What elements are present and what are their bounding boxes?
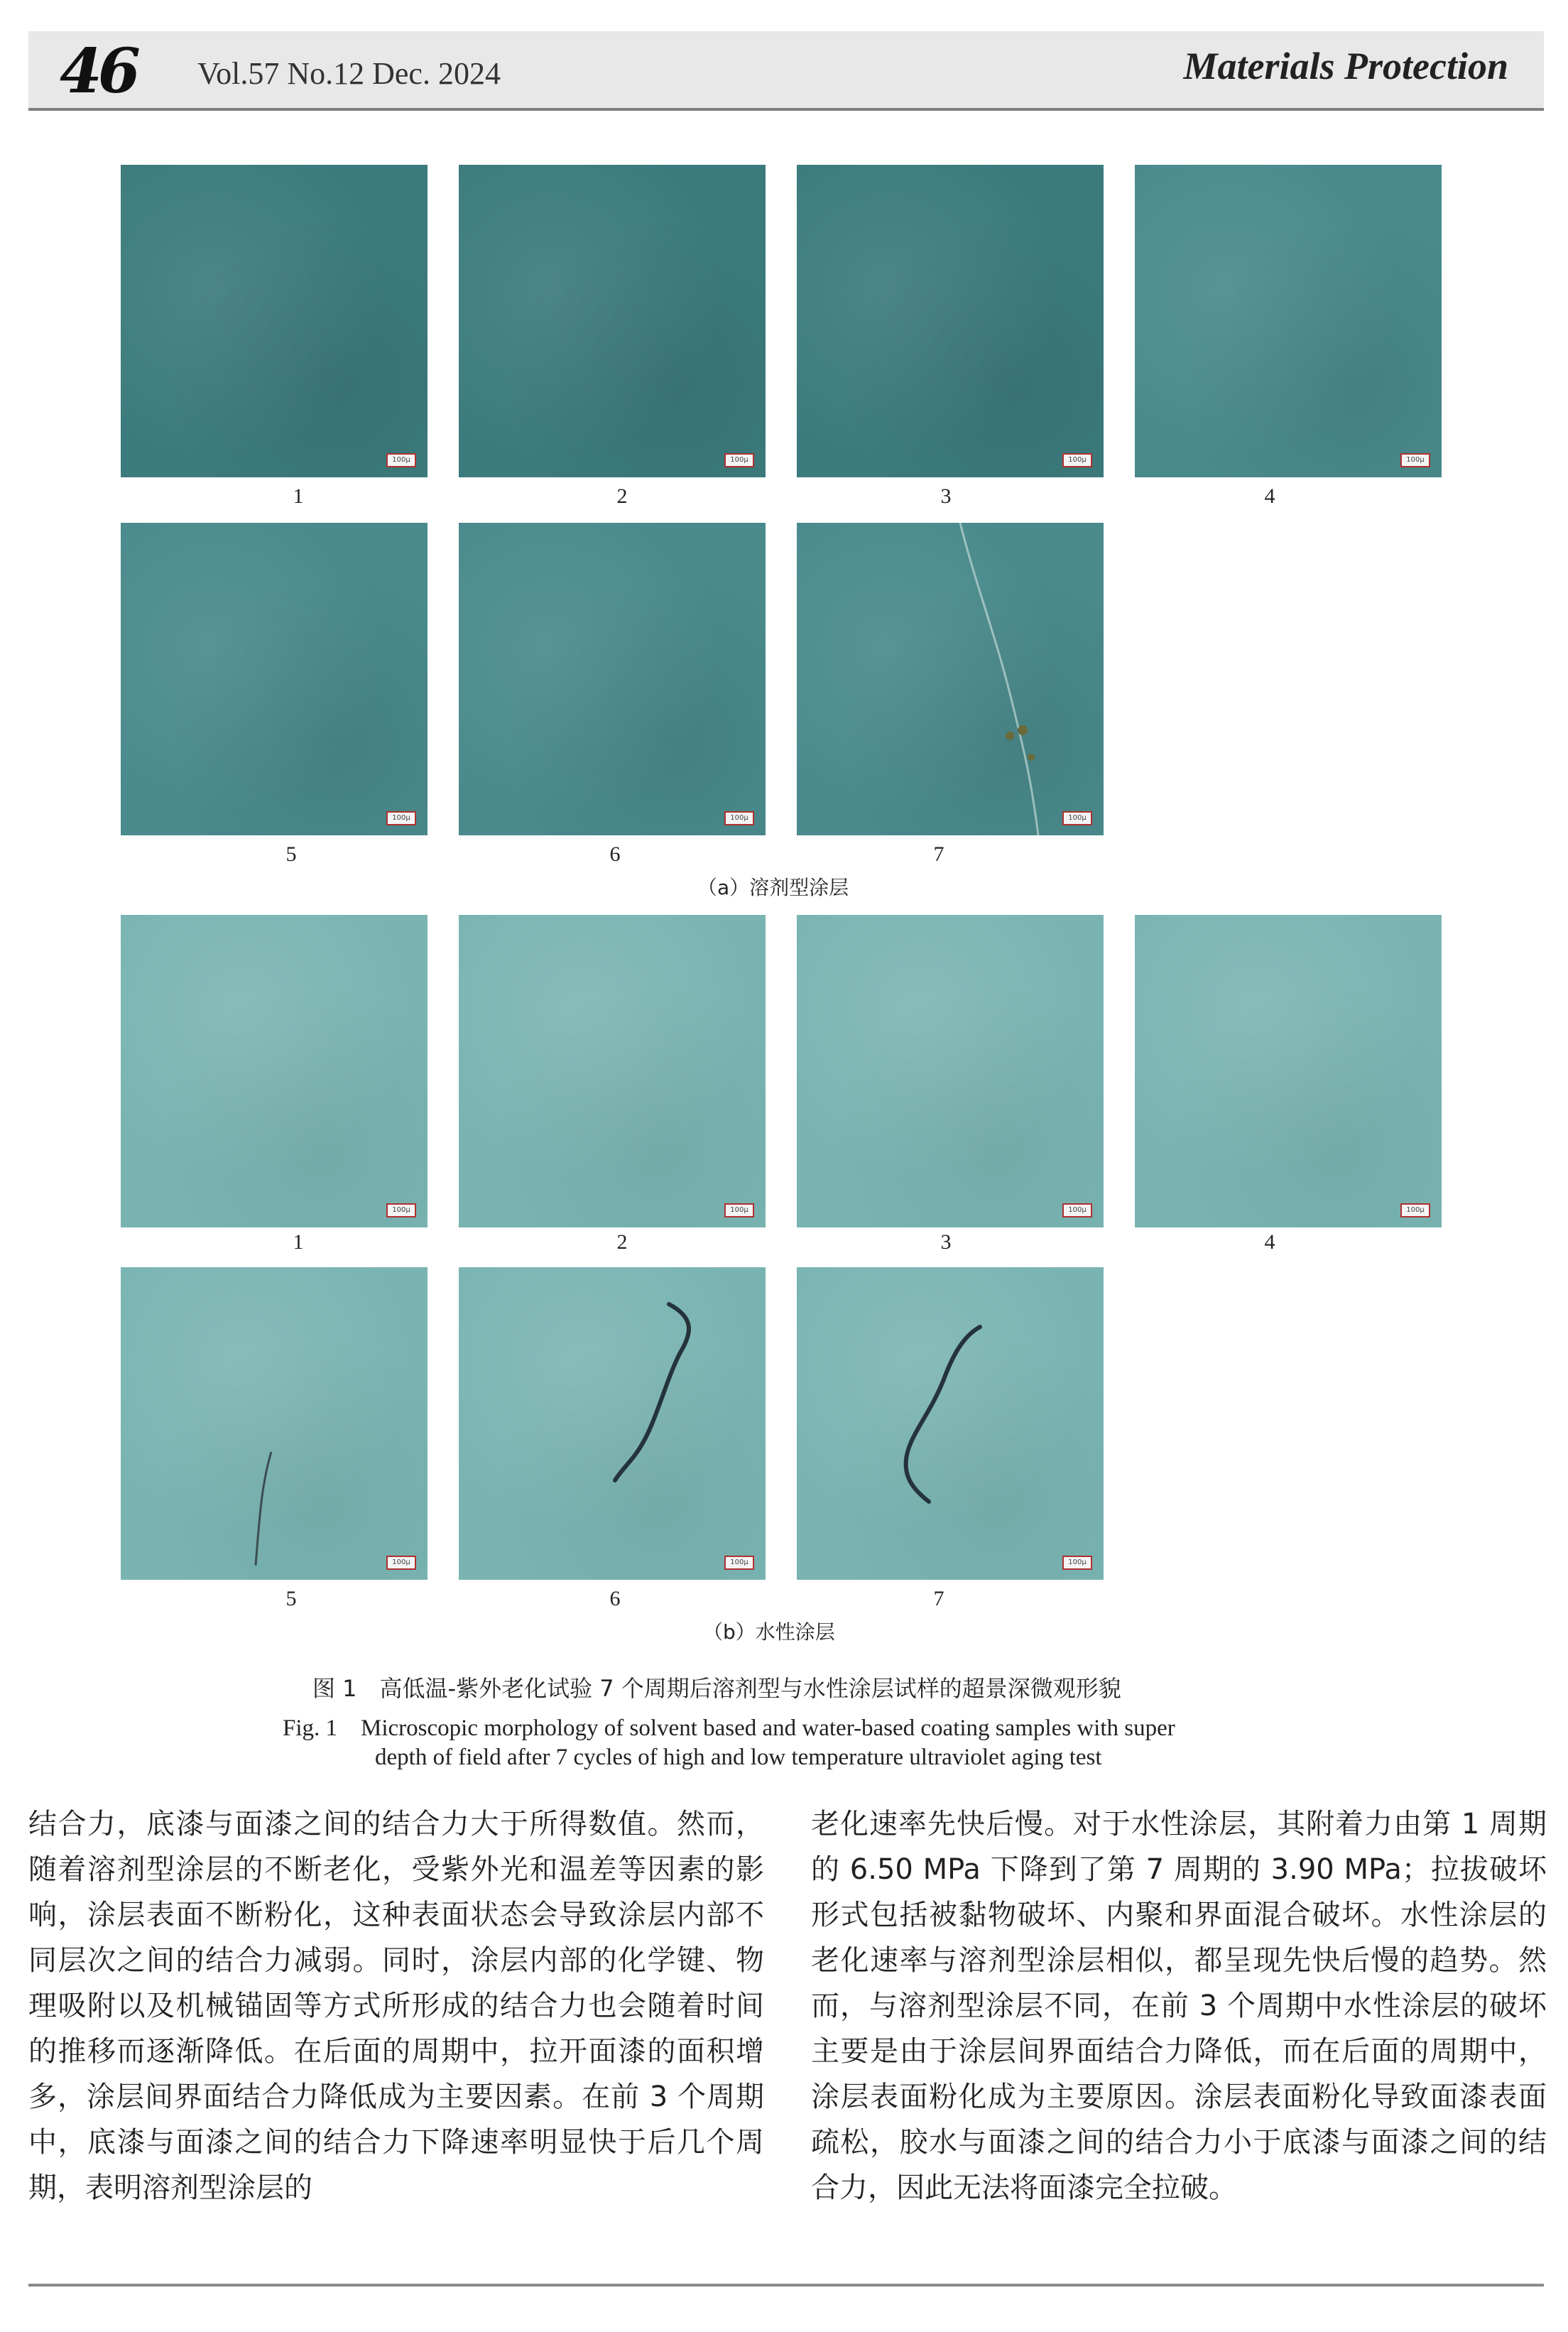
panel-label: 6 [609, 1587, 621, 1610]
panel-label: 1 [293, 1230, 304, 1254]
panel-label: 3 [940, 484, 952, 508]
paragraph: 老化速率先快后慢。对于水性涂层，其附着力由第 1 周期的 6.50 MPa 下降到了第 7 周期的 3.90 MPa；拉拔破坏形式包括被黏物破坏、内聚和界面混合破坏。水性涂层的老化速率与溶剂型涂层相似，都呈现先快后慢的趋势。然而，与溶剂型涂层不同，在前 3 个周期中水性涂层的破坏主要是由于涂层间界面结合力降低，而在后面的周期中，涂层表面粉化成为主要原因。涂层表面粉化导致面漆表面疏松，胶水与面漆之间的结合力小于底漆与面漆之间的结合力，因此无法将面漆完全拉破。 [811, 1808, 1547, 2204]
solvent-micrograph-2 [459, 165, 766, 477]
scale-bar: 100μ [1062, 1556, 1092, 1570]
panel-label: 3 [940, 1230, 952, 1254]
scale-bar: 100μ [724, 453, 754, 467]
scale-bar: 100μ [1062, 1203, 1092, 1217]
scale-bar: 100μ [724, 811, 754, 825]
panel-label: 5 [285, 842, 297, 866]
scale-bar: 100μ [386, 1556, 416, 1570]
water-micrograph-6 [459, 1267, 766, 1580]
water-micrograph-5 [121, 1267, 428, 1580]
water-micrograph-3 [797, 915, 1104, 1227]
panel-label: 2 [616, 484, 628, 508]
figure-caption-en-cont: depth of field after 7 cycles of high and low temperature ultraviolet aging test [375, 1745, 1102, 1770]
solvent-micrograph-4 [1135, 165, 1442, 477]
scale-bar: 100μ [1062, 811, 1092, 825]
scale-bar: 100μ [1400, 453, 1430, 467]
fiber-crack-mark [459, 1267, 766, 1580]
crack-mark [797, 523, 1104, 835]
header-rule [28, 108, 1544, 111]
scale-bar: 100μ [386, 453, 416, 467]
solvent-micrograph-5 [121, 523, 428, 835]
figure-caption-cn: 图 1 高低温-紫外老化试验 7 个周期后溶剂型与水性涂层试样的超景深微观形貌 [312, 1675, 1121, 1702]
paragraph: 结合力，底漆与面漆之间的结合力大于所得数值。然而，随着溶剂型涂层的不断老化，受紫外光和温差等因素的影响，涂层表面不断粉化，这种表面状态会导致涂层内部不同层次之间的结合力减弱。同时，涂层内部的化学键、物理吸附以及机械锚固等方式所形成的结合力也会随着时间的推移而逐渐降低。在后面的周期中，拉开面漆的面积增多，涂层间界面结合力降低成为主要因素。在前 3 个周期中，底漆与面漆之间的结合力下降速率明显快于后几个周期，表明溶剂型涂层的 [28, 1808, 764, 2204]
panel-label: 4 [1264, 484, 1275, 508]
fiber-crack-mark [797, 1267, 1104, 1580]
panel-label: 7 [933, 842, 944, 866]
scale-bar: 100μ [1400, 1203, 1430, 1217]
panel-label: 6 [609, 842, 621, 866]
solvent-micrograph-3 [797, 165, 1104, 477]
panel-label: 5 [285, 1587, 297, 1610]
footer-rule [28, 2284, 1544, 2287]
water-micrograph-4 [1135, 915, 1442, 1227]
scale-bar: 100μ [386, 811, 416, 825]
volume-info: Vol.57 No.12 Dec. 2024 [197, 56, 501, 91]
crack-mark [121, 1267, 428, 1580]
solvent-micrograph-6 [459, 523, 766, 835]
panel-label: 1 [293, 484, 304, 508]
scale-bar: 100μ [1062, 453, 1092, 467]
body-column-left [28, 1801, 764, 2211]
panel-label: 4 [1264, 1230, 1275, 1254]
body-column-right [811, 1801, 1547, 2211]
solvent-micrograph-1 [121, 165, 428, 477]
scale-bar: 100μ [724, 1203, 754, 1217]
solvent-micrograph-7 [797, 523, 1104, 835]
scale-bar: 100μ [386, 1203, 416, 1217]
figure-caption-en: Fig. 1 Microscopic morphology of solvent based and water-based coating samples with super [283, 1715, 1175, 1741]
panel-label: 7 [933, 1587, 944, 1610]
page-number: 46 [60, 36, 136, 107]
water-micrograph-1 [121, 915, 428, 1227]
scale-bar: 100μ [724, 1556, 754, 1570]
panel-label: 2 [616, 1230, 628, 1254]
subfigure-caption-a: （a）溶剂型涂层 [697, 876, 849, 899]
water-micrograph-2 [459, 915, 766, 1227]
water-micrograph-7 [797, 1267, 1104, 1580]
journal-title: Materials Protection [1183, 45, 1508, 87]
subfigure-caption-b: （b）水性涂层 [703, 1620, 835, 1644]
